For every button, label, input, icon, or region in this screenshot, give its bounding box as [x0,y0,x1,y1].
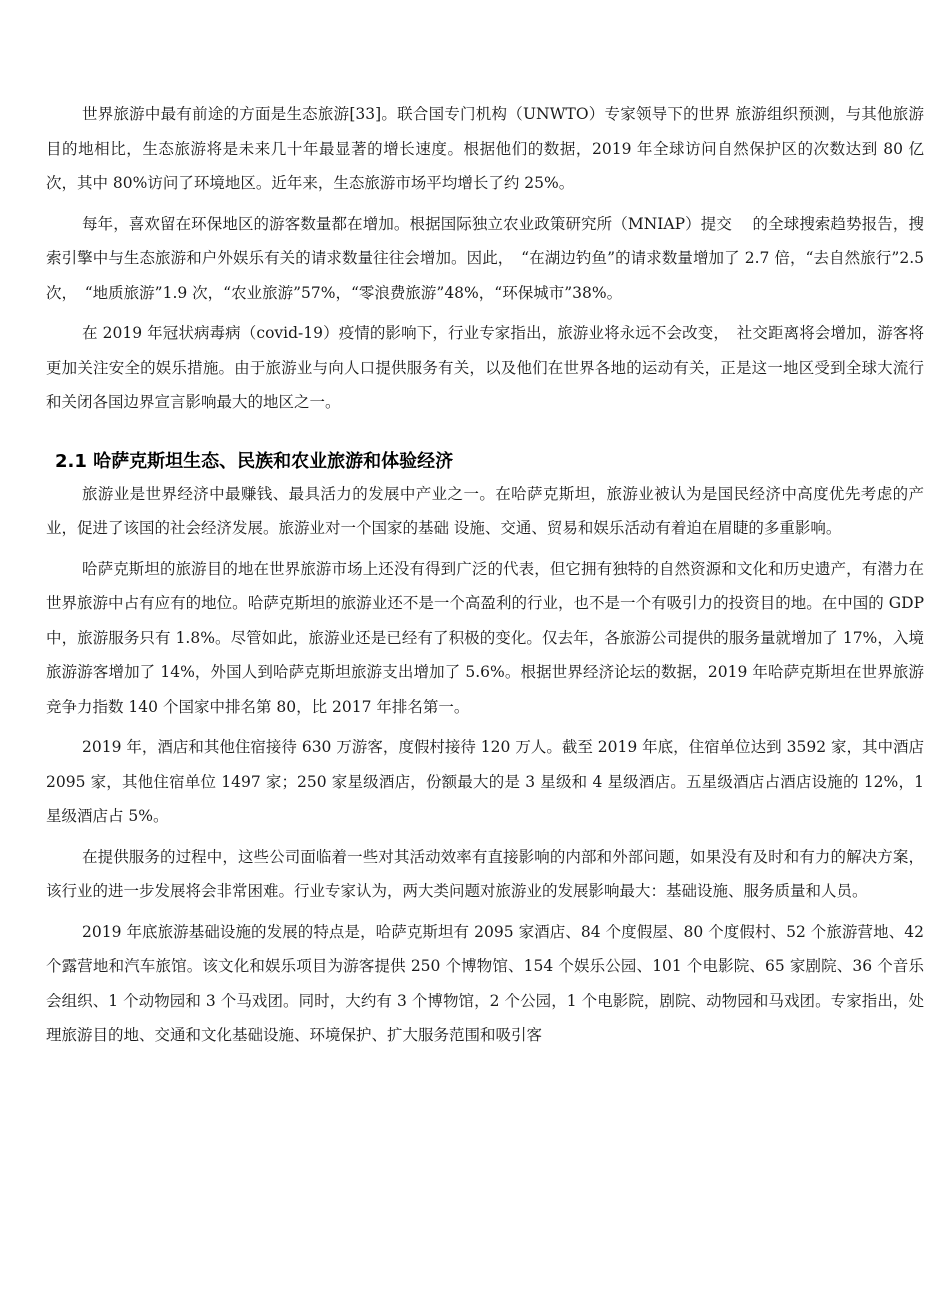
paragraph-kazakhstan-potential: 哈萨克斯坦的旅游目的地在世界旅游市场上还没有得到广泛的代表，但它拥有独特的自然资源和文化和历史遗产，有潜力在世界旅游中占有应有的地位。哈萨克斯坦的旅游业还不是一个高盈利的行业，也不是一个有吸引力的投资目的地。在中国的 GDP 中，旅游服务只有 1.8%。尽管如此，旅游业还是已经有了积极的变化。仅去年，各旅游公司提供的服务量就增加了 17%，入境旅游游客增加了 14%，外国人到哈萨克斯坦旅游支出增加了 5.6%。根据世界经济论坛的数据，2019 年哈萨克斯坦在世界旅游竞争力指数 140 个国家中排名第 80，比 2017 年排名第一。 [46,559,924,716]
document-page [46,97,924,1053]
paragraph-industry-problems: 在提供服务的过程中，这些公司面临着一些对其活动效率有直接影响的内部和外部问题，如果没有及时和有力的解决方案，该行业的进一步发展将会非常困难。行业专家认为，两大类问题对旅游业的发展影响最大：基础设施、服务质量和人员。 [46,847,924,900]
paragraph-search-trends: 每年，喜欢留在环保地区的游客数量都在增加。根据国际独立农业政策研究所（MNIAP）提交 的全球搜索趋势报告，搜索引擎中与生态旅游和户外娱乐有关的请求数量往往会增加。因此， “在湖边钓鱼”的请求数量增加了 2.7 倍，“去自然旅行”2.5 次， “地质旅游”1.9 次，“农业旅游”57%，“零浪费旅游”48%，“环保城市”38%。 [46,214,924,302]
paragraph-tourism-industry: 旅游业是世界经济中最赚钱、最具活力的发展中产业之一。在哈萨克斯坦，旅游业被认为是国民经济中高度优先考虑的产业，促进了该国的社会经济发展。旅游业对一个国家的基础 设施、交通、贸易和娱乐活动有着迫在眉睫的多重影响。 [46,484,924,537]
section-heading: 2.1 哈萨克斯坦生态、民族和农业旅游和体验经济 [55,450,454,472]
paragraph-covid-impact: 在 2019 年冠状病毒病（covid-19）疫情的影响下，行业专家指出，旅游业将永远不会改变， 社交距离将会增加，游客将更加关注安全的娱乐措施。由于旅游业与向人口提供服务有关，以及他们在世界各地的运动有关，正是这一地区受到全球大流行和关闭各国边界宣言影响最大的地区之一。 [46,324,924,411]
paragraph-infrastructure: 2019 年底旅游基础设施的发展的特点是，哈萨克斯坦有 2095 家酒店、84 个度假屋、80 个度假村、52 个旅游营地、42 个露营地和汽车旅馆。该文化和娱乐项目为游客提供 250 个博物馆、154 个娱乐公园、101 个电影院、65 家剧院、36 个音乐会组织、1 个动物园和 3 个马戏团。同时，大约有 3 个博物馆，2 个公园，1 个电影院，剧院、动物园和马戏团。专家指出，处理旅游目的地、交通和文化基础设施、环境保护、扩大服务范围和吸引客 [46,922,924,1044]
paragraph-accommodation-stats: 2019 年，酒店和其他住宿接待 630 万游客，度假村接待 120 万人。截至 2019 年底，住宿单位达到 3592 家，其中酒店 2095 家，其他住宿单位 1497 家；250 家星级酒店，份额最大的是 3 星级和 4 星级酒店。五星级酒店占酒店设施的 12%，1 星级酒店占 5%。 [46,738,924,825]
paragraph-ecotourism-outlook: 世界旅游中最有前途的方面是生态旅游[33]。联合国专门机构（UNWTO）专家领导下的世界 旅游组织预测，与其他旅游目的地相比，生态旅游将是未来几十年最显著的增长速度。根据他们的数据，2019 年全球访问自然保护区的次数达到 80 亿次，其中 80%访问了环境地区。近年来，生态旅游市场平均增长了约 25%。 [46,105,924,192]
